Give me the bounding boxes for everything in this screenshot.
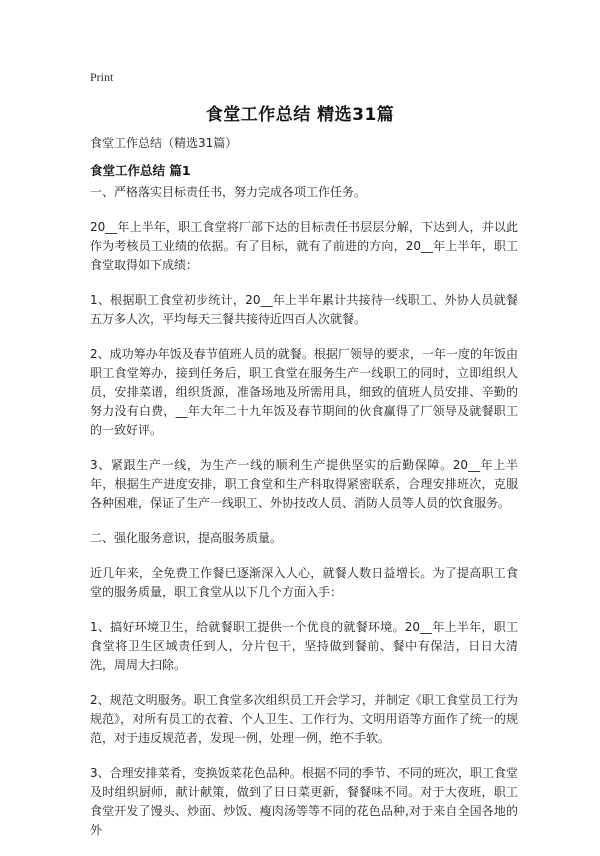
paragraph: 一、严格落实目标责任书，努力完成各项工作任务。 [90,185,367,199]
paragraph: 3、合理安排菜肴，变换饭菜花色品种。根据不同的季节、不同的班次，职工食堂及时组织厨师，献计献策，做到了日日菜更新，餐餐味不同。对于大夜班，职工食堂开发了馒头、炒面、炒饭、瘦肉汤等等不同的花色品种,对于来自全国各地的外 [90,766,518,837]
paragraph: 1、根据职工食堂初步统计，20__年上半年累计共接待一线职工、外协人员就餐五万多人次，平均每天三餐共接待近四百人次就餐。 [90,293,518,326]
paragraph: 20__年上半年，职工食堂将厂部下达的目标责任书层层分解，下达到人，并以此作为考核员工业绩的依据。有了目标，就有了前进的方向，20__年上半年，职工食堂取得如下成绩： [90,220,518,272]
paragraph: 3、紧跟生产一线，为生产一线的顺利生产提供坚实的后勤保障。20__年上半年，根据生产进度安排，职工食堂和生产科取得紧密联系，合理安排班次，克服各种困难，保证了生产一线职工、外协技改人员、消防人员等人员的饮食服务。 [90,458,518,510]
paragraph: 2、成功筹办年饭及春节值班人员的就餐。根据厂领导的要求，一年一度的年饭由职工食堂筹办，接到任务后，职工食堂在服务生产一线职工的同时，立即组织人员，安排菜谱，组织货源，准备场地及所需用具，细致的值班人员安排、辛勤的努力没有白费，__年大年二十九年饭及春节期间的伙食赢得了厂领导及就餐职工的一致好评。 [90,347,518,437]
document-body [90,183,518,856]
print-label[interactable]: Print [90,70,114,84]
document-subtitle: 食堂工作总结（精选31篇） [90,136,238,150]
section-heading: 食堂工作总结 篇1 [90,163,191,178]
paragraph: 1、搞好环境卫生，给就餐职工提供一个优良的就餐环境。20__年上半年，职工食堂将卫生区域责任到人，分片包干，坚持做到餐前、餐中有保洁，日日大清洗，周周大扫除。 [90,620,518,672]
paragraph: 近几年来，全免费工作餐已逐渐深入人心，就餐人数日益增长。为了提高职工食堂的服务质量，职工食堂从以下几个方面入手： [90,566,518,599]
paragraph: 2、规范文明服务。职工食堂多次组织员工开会学习，并制定《职工食堂员工行为规范》，对所有员工的衣着、个人卫生、工作行为、文明用语等方面作了统一的规范，对于违反规范者，发现一例，处理一例，绝不手软。 [90,693,518,745]
page-title: 食堂工作总结 精选31篇 [205,105,395,125]
paragraph: 二、强化服务意识，提高服务质量。 [90,531,283,545]
